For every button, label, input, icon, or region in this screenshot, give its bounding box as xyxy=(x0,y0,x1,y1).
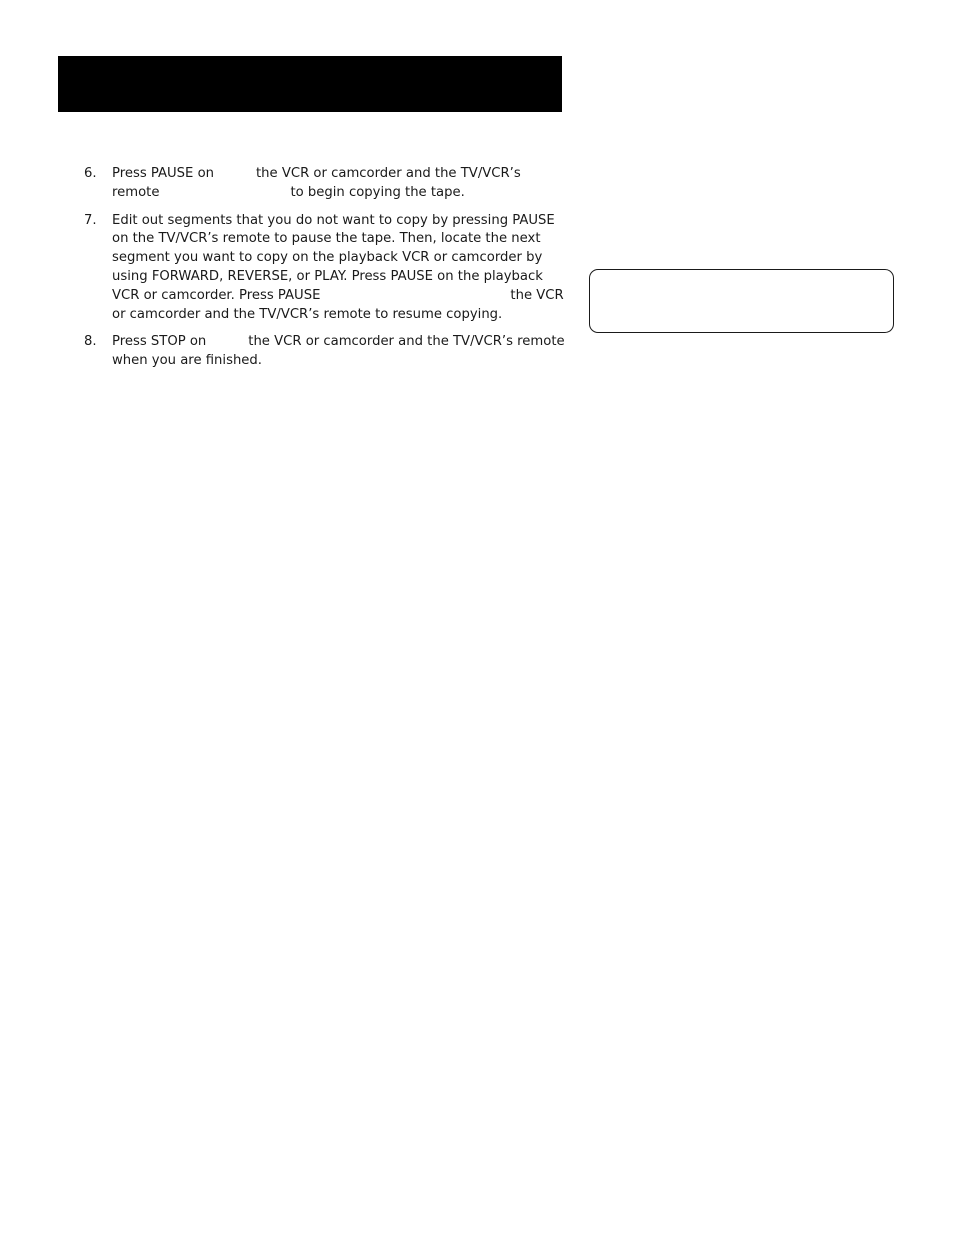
step-7 xyxy=(84,212,564,325)
step-text: on the TV/VCR’s remote to pause the tape. Then, locate the next xyxy=(112,231,541,247)
step-text: the VCR xyxy=(510,287,564,303)
step-line xyxy=(112,184,564,203)
step-text: segment you want to copy on the playback VCR or camcorder by xyxy=(112,250,543,266)
step-number: 6. xyxy=(84,166,97,181)
note-box xyxy=(589,269,894,333)
step-number: 8. xyxy=(84,334,97,350)
step-text: to begin copying the tape. xyxy=(290,184,465,200)
step-line xyxy=(112,230,564,249)
step-6 xyxy=(84,165,564,203)
step-text: VCR or camcorder. Press PAUSE xyxy=(112,287,321,303)
step-8 xyxy=(84,333,564,371)
step-number: 7. xyxy=(84,212,97,228)
step-text: Press PAUSE on xyxy=(112,166,215,181)
step-line xyxy=(112,306,564,325)
step-line xyxy=(112,268,564,287)
step-line xyxy=(112,352,564,371)
step-text: the VCR or camcorder and the TV/VCR’s remote xyxy=(248,334,565,350)
step-text: the VCR or camcorder and the TV/VCR’s xyxy=(256,166,521,181)
step-line xyxy=(112,287,564,306)
step-text: Press STOP on xyxy=(112,334,207,350)
step-text: Edit out segments that you do not want to copy by pressing PAUSE xyxy=(112,212,555,228)
step-line xyxy=(112,165,564,184)
step-text: remote xyxy=(112,184,160,200)
step-line xyxy=(112,333,564,352)
step-text: using FORWARD, REVERSE, or PLAY. Press PAUSE on the playback xyxy=(112,268,543,284)
step-text: or camcorder and the TV/VCR’s remote to resume copying. xyxy=(112,306,503,322)
instruction-steps xyxy=(84,165,564,371)
header-bar xyxy=(58,56,562,112)
step-line xyxy=(112,212,564,231)
step-text: when you are finished. xyxy=(112,353,262,369)
step-line xyxy=(112,249,564,268)
